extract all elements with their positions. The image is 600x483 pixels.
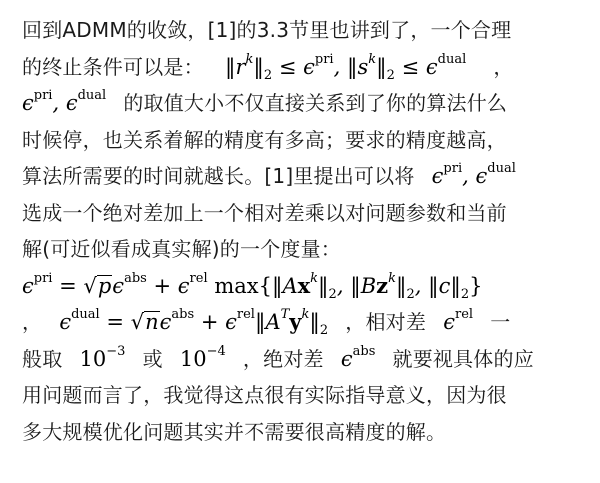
text-segment: 的取值大小不仅直接关系到了你的算法什么	[123, 91, 508, 115]
paragraph-line	[22, 195, 582, 232]
paragraph-line	[22, 122, 582, 159]
epsilon-dual-formula: $\epsilon^{dual} = √n\epsilon^{abs}$ + $\epsilon^{rel}‖A^Ty^k‖_2$	[59, 307, 329, 339]
text-segment: ，绝对差	[242, 346, 324, 371]
text-segment: 时候停，也关系着解的精度有多高；要求的精度越高，	[22, 127, 507, 152]
text-segment: ，	[22, 310, 43, 334]
epsilon-rel-symbol: $\epsilon^{rel}$	[443, 307, 474, 334]
text-segment: 回到ADMM的收敛，[1]的3.3节里也讲到了，一个合理	[22, 18, 512, 42]
paragraph-line	[22, 304, 582, 341]
text-segment: 或	[142, 346, 163, 371]
paragraph-line	[22, 49, 582, 86]
paragraph-line	[22, 341, 582, 378]
paragraph-line	[22, 377, 582, 414]
text-segment: 的终止条件可以是：	[22, 54, 204, 79]
text-segment: 算法所需要的时间就越长。[1]里提出可以将	[22, 164, 415, 188]
paragraph-line	[22, 268, 582, 305]
epsilon-pair-formula: $\epsilon^{pri}$, $\epsilon^{dual}$	[22, 88, 107, 115]
paragraph-line	[22, 231, 582, 268]
text-segment: 一	[490, 310, 511, 334]
paragraph-line	[22, 85, 582, 122]
text-segment: 选成一个绝对差加上一个相对差乘以对问题参数和当前	[22, 200, 507, 225]
stopping-criterion-formula: $‖r^k‖_2 \le \epsilon^{pri}$, $‖s^k‖_2 \le \epsilon^{dual}$	[224, 51, 467, 83]
paragraph-line	[22, 158, 582, 195]
paragraph-line	[22, 12, 582, 49]
text-segment: 就要视具体的应	[392, 346, 534, 371]
paragraph-line	[22, 414, 582, 451]
epsilon-abs-symbol: $\epsilon^{abs}$	[340, 343, 376, 371]
text-segment: 般取	[22, 346, 63, 371]
text-segment: ，相对差	[345, 310, 427, 334]
text-segment: ，	[493, 54, 514, 79]
epsilon-pair-formula: $\epsilon^{pri}$, $\epsilon^{dual}$	[431, 161, 516, 188]
tolerance-value-2: $10^{-4}$	[179, 343, 226, 371]
article-body	[22, 12, 582, 450]
text-segment: 解(可近似看成真实解)的一个度量：	[22, 237, 342, 261]
tolerance-value-1: $10^{-3}$	[79, 343, 126, 371]
text-segment: 用问题而言了，我觉得这点很有实际指导意义，因为很	[22, 383, 507, 407]
text-segment: 多大规模优化问题其实并不需要很高精度的解。	[22, 419, 447, 444]
epsilon-pri-formula: $\epsilon^{pri} = √p\epsilon^{abs} + \epsilon^{rel}$ $\max\{‖Ax^k‖_2$, $‖Bz^k‖_2$, $‖c‖_2$}	[22, 270, 483, 302]
